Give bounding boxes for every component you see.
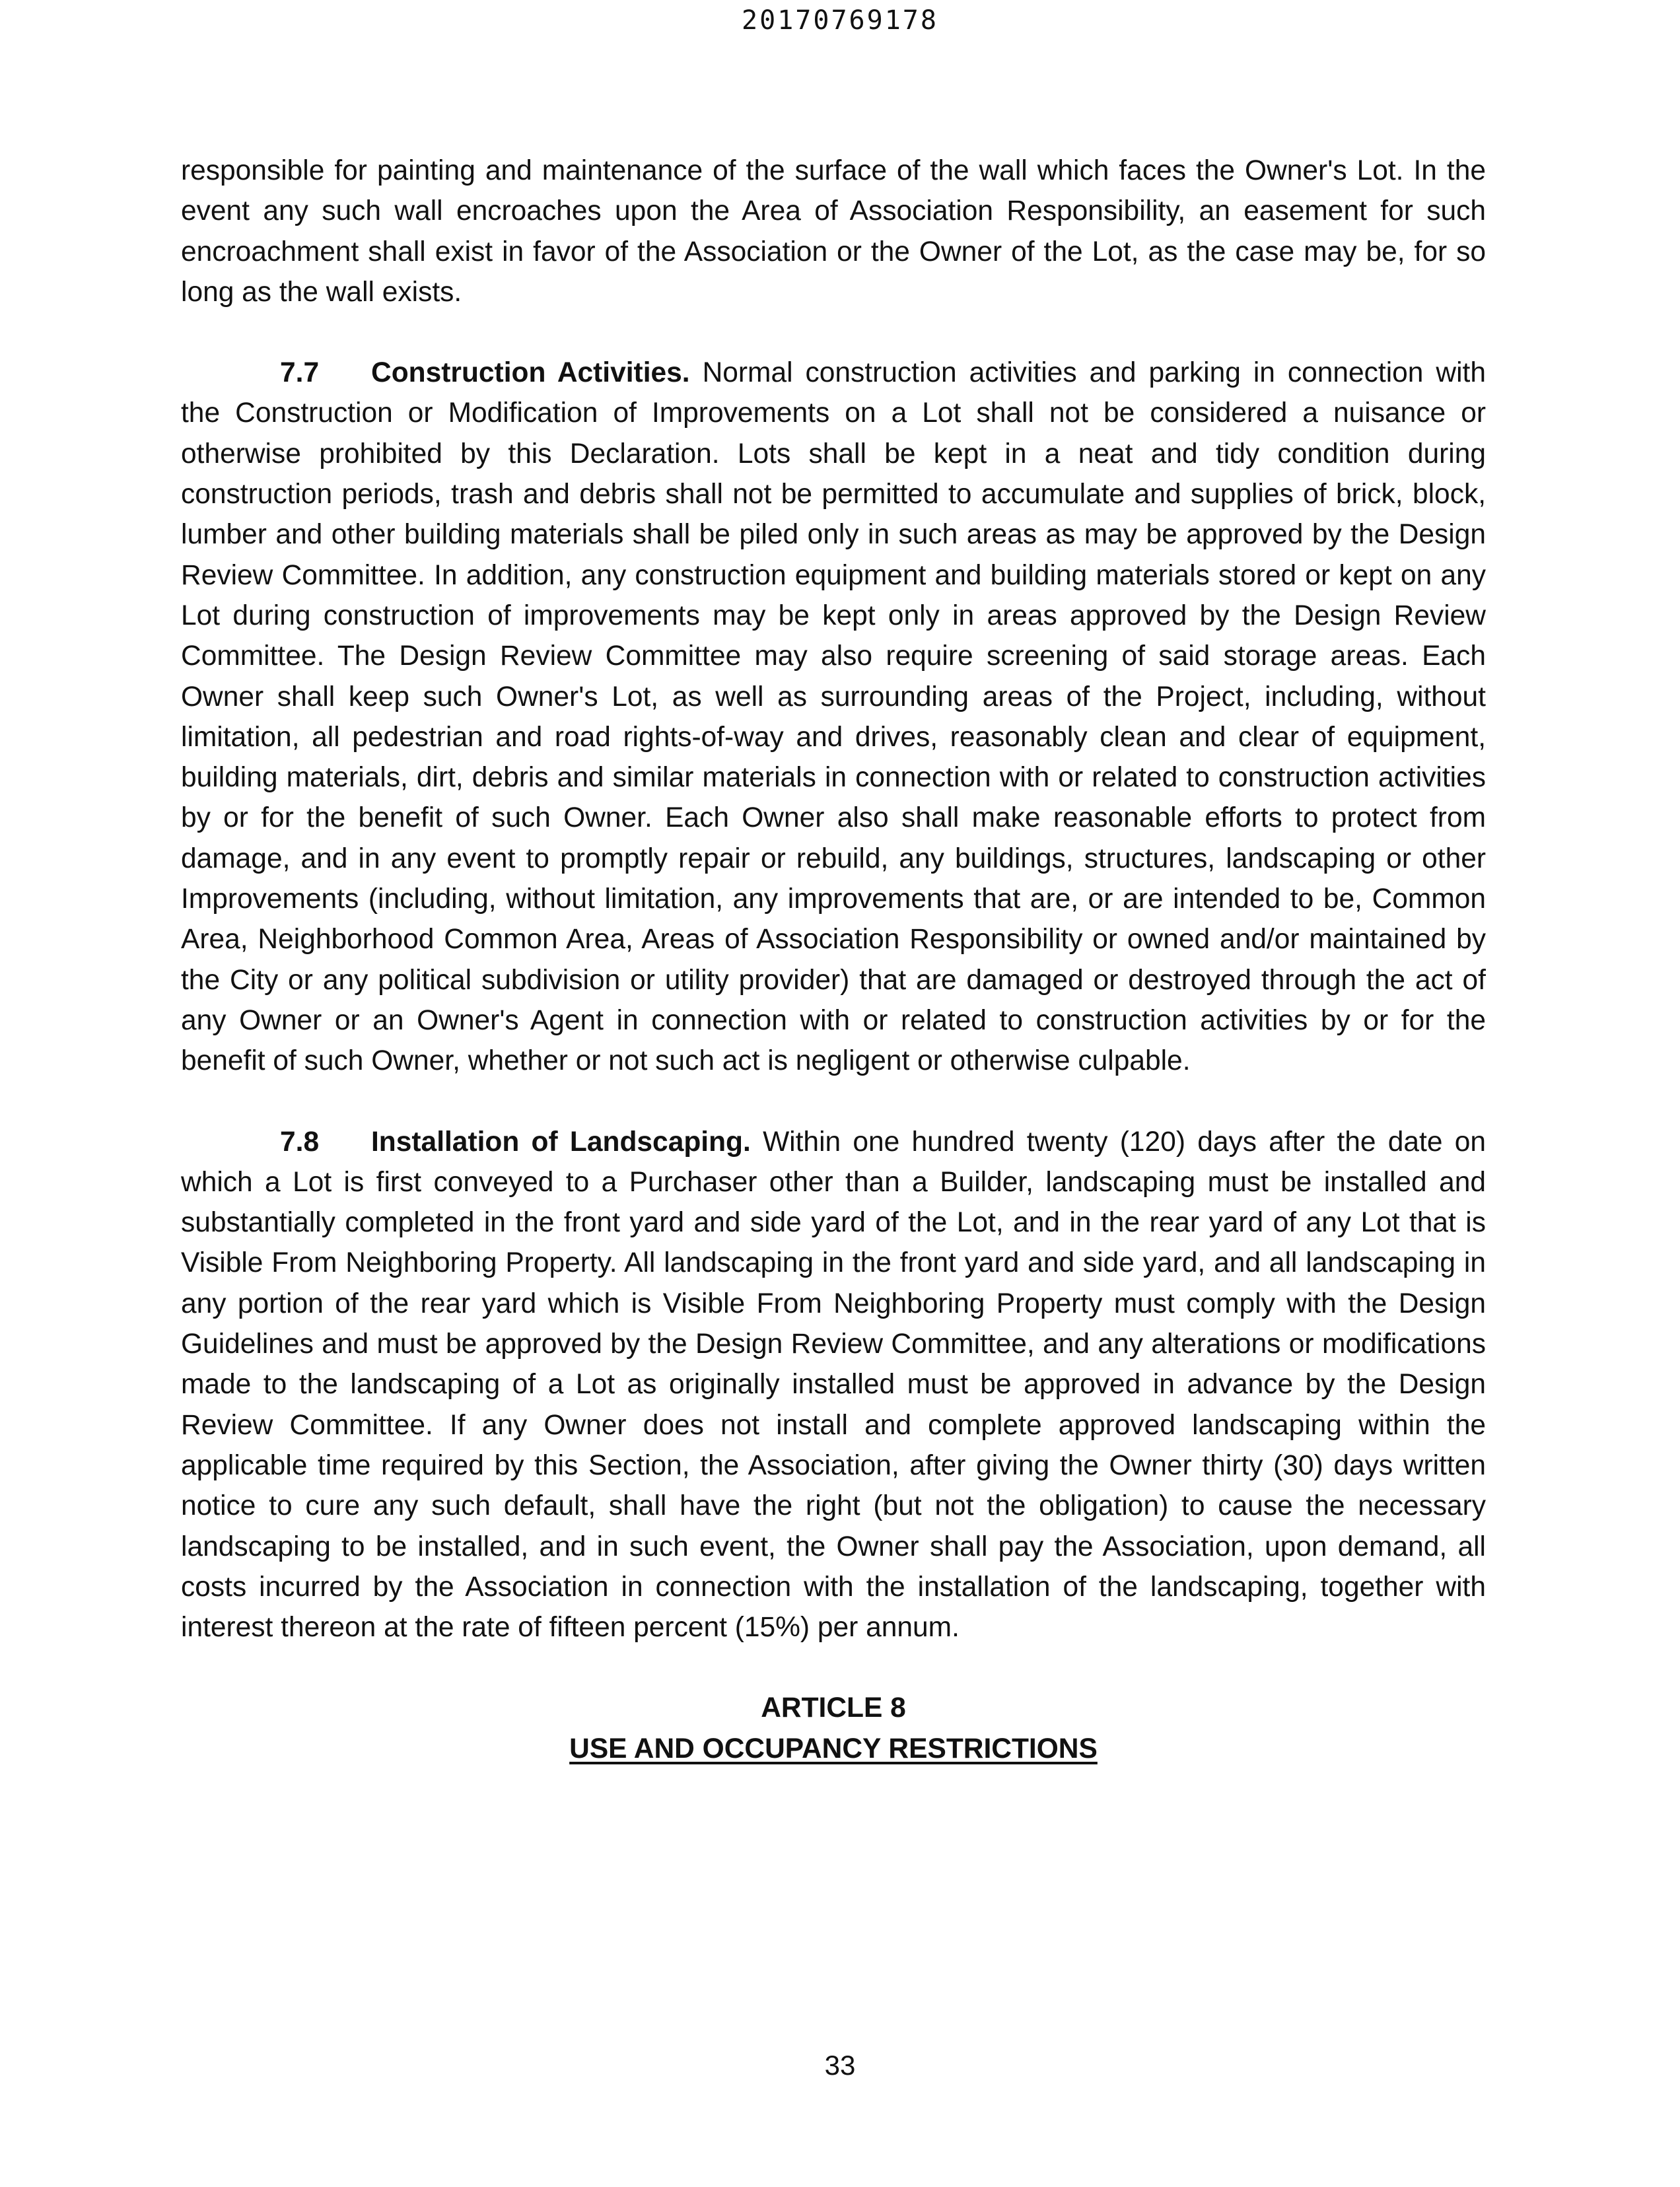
section-title: Installation of Landscaping. — [371, 1126, 751, 1158]
document-number: 20170769178 — [742, 5, 938, 36]
section-number: 7.8 — [280, 1126, 320, 1158]
section-7-8 — [181, 1122, 1486, 1648]
section-title: Construction Activities. — [371, 357, 690, 389]
section-text: Normal construction activities and parking in connection with the Construction or Modification of Improvements on a Lot shall not be considered a nuisance or otherwise prohibited by this Declaration. Lots shall be kept in a neat and tidy condition during construction periods, trash and debris shall not be permitted to accumulate and supplies of brick, block, lumber and other building materials shall be piled only in such areas as may be approved by the Design Review Committee. In addition, any construction equipment and building materials stored or kept on any Lot during construction of improvements may be kept only in areas approved by the Design Review Committee. The Design Review Committee may also require screening of said storage areas. Each Owner shall keep such Owner's Lot, as well as surrounding areas of the Project, including, without limitation, all pedestrian and road rights-of-way and drives, reasonably clean and clear of equipment, building materials, dirt, debris and similar materials in connection with or related to construction activities by or for the benefit of such Owner. Each Owner also shall make reasonable efforts to protect from damage, and in any event to promptly repair or rebuild, any buildings, structures, landscaping or other Improvements (including, without limitation, any improvements that are, or are intended to be, Common Area, Neighborhood Common Area, Areas of Association Responsibility or owned and/or maintained by the City or any political subdivision or utility provider) that are damaged or destroyed through the act of any Owner or an Owner's Agent in connection with or related to construction activities by or for the benefit of such Owner, whether or not such act is negligent or otherwise culpable. — [181, 357, 1486, 1077]
section-number: 7.7 — [280, 357, 320, 389]
continuation-paragraph: responsible for painting and maintenance of the surface of the wall which faces the Owner's Lot. In the event any such wall encroaches upon the Area of Association Responsibility, an easement for such encroachment shall exist in favor of the Association or the Owner of the Lot, as the case may be, for so long as the wall exists. — [181, 155, 1486, 308]
page-number: 33 — [824, 2050, 856, 2081]
section-7-7 — [181, 353, 1486, 1081]
article-title: USE AND OCCUPANCY RESTRICTIONS — [569, 1733, 1098, 1764]
section-text: Within one hundred twenty (120) days after the date on which a Lot is first conveyed to a Purchaser other than a Builder, landscaping must be installed and substantially completed in the front yard and side yard of the Lot, and in the rear yard of any Lot that is Visible From Neighboring Property. All landscaping in the front yard and side yard, and all landscaping in any portion of the rear yard which is Visible From Neighboring Property must comply with the Design Guidelines and must be approved by the Design Review Committee, and any alterations or modifications made to the landscaping of a Lot as originally installed must be approved in advance by the Design Review Committee. If any Owner does not install and complete approved landscaping within the applicable time required by this Section, the Association, after giving the Owner thirty (30) days written notice to cure any such default, shall have the right (but not the obligation) to cause the necessary landscaping to be installed, and in such event, the Owner shall pay the Association, upon demand, all costs incurred by the Association in connection with the installation of the landscaping, together with interest thereon at the rate of fifteen percent (15%) per annum. — [181, 1126, 1486, 1644]
article-heading: ARTICLE 8 — [761, 1692, 906, 1724]
page-body — [181, 151, 1486, 1769]
